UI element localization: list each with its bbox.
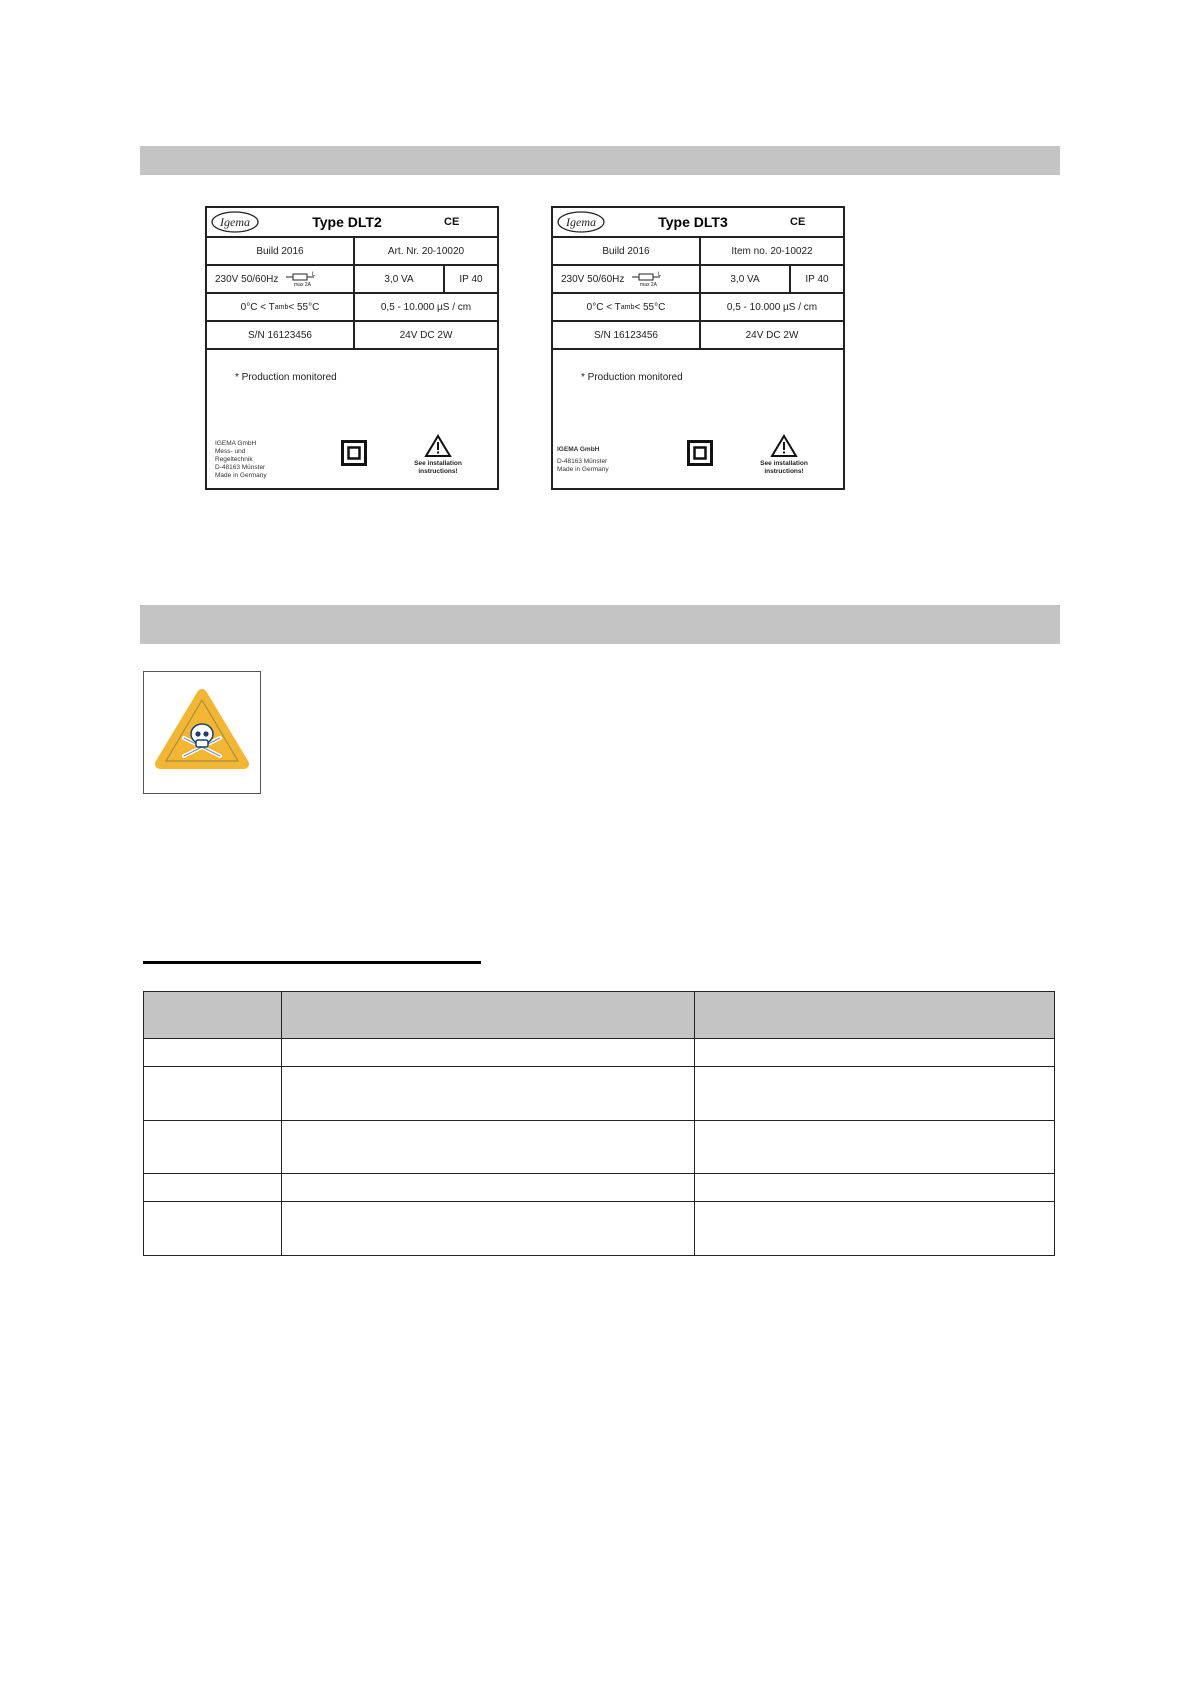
- plate-header-row: [207, 208, 497, 238]
- build-year: Build 2016: [256, 245, 304, 257]
- temp-text-b: < 55°C: [634, 301, 666, 313]
- maker-line: Mess- und: [215, 448, 246, 455]
- type-title: Type DLT2: [312, 214, 382, 230]
- plate-row-power: [207, 266, 497, 294]
- power-rating: [207, 266, 353, 292]
- power-va: 3,0 VA: [699, 266, 789, 292]
- temp-text-a: 0°C < T: [240, 301, 275, 313]
- caution-triangle-icon: [770, 434, 798, 458]
- double-insulation-icon: [687, 440, 713, 466]
- temp-subscript: amb: [620, 303, 635, 311]
- manufacturer-block: [557, 446, 609, 474]
- table-cell: [695, 1174, 1055, 1202]
- maker-line: D-48163 Münster: [557, 458, 608, 465]
- maker-line: Made in Germany: [557, 466, 609, 473]
- ip-rating: IP 40: [443, 266, 497, 292]
- table-cell: [281, 1039, 695, 1067]
- type-plate-dlt3: [551, 206, 845, 490]
- type-title: Type DLT3: [658, 214, 728, 230]
- plate-row-power: [553, 266, 843, 294]
- caution-triangle-icon: [424, 434, 452, 458]
- temp-text-b: < 55°C: [288, 301, 320, 313]
- table-cell: [144, 1202, 282, 1256]
- warning-instructions: [759, 460, 809, 476]
- toxic-warning-box: [143, 671, 261, 794]
- svg-text:L: L: [658, 272, 662, 278]
- table-cell: [695, 1067, 1055, 1121]
- dc-rating: 24V DC 2W: [353, 322, 497, 348]
- section-heading-underline: [143, 961, 481, 964]
- svg-text:Igema: Igema: [566, 215, 596, 229]
- plate-row-build: [207, 238, 497, 266]
- table-cell: [144, 1067, 282, 1121]
- table-cell: [695, 1121, 1055, 1174]
- maker-line: IGEMA GmbH: [215, 440, 257, 447]
- temp-text-a: 0°C < T: [586, 301, 621, 313]
- table-cell: [281, 1202, 695, 1256]
- section-bar-2: [140, 605, 1060, 644]
- table-row: [144, 1039, 1055, 1067]
- table-row: [144, 1202, 1055, 1256]
- maker-line: Regeltechnik: [215, 456, 253, 463]
- table-header-cell: [695, 992, 1055, 1039]
- fuse-icon: [630, 271, 662, 287]
- ip-rating: IP 40: [789, 266, 843, 292]
- power-text: 230V 50/60Hz: [215, 273, 279, 285]
- plate-row-serial: [553, 322, 843, 350]
- warning-line: instructions!: [418, 468, 458, 475]
- plate-row-serial: [207, 322, 497, 350]
- temperature-range: [553, 294, 699, 320]
- build-year: Build 2016: [602, 245, 650, 257]
- table-cell: [144, 1039, 282, 1067]
- conductivity-range: 0,5 - 10.000 µS / cm: [699, 294, 843, 320]
- warning-line: instructions!: [764, 468, 804, 475]
- article-number: Art. Nr. 20-10020: [353, 238, 497, 264]
- dc-rating: 24V DC 2W: [699, 322, 843, 348]
- svg-text:max 2A: max 2A: [640, 282, 658, 287]
- serial-number: S/N 16123456: [594, 329, 658, 341]
- plate-header-row: [553, 208, 843, 238]
- serial-number: S/N 16123456: [248, 329, 312, 341]
- plate-row-temp: [553, 294, 843, 322]
- temperature-range: [207, 294, 353, 320]
- table-cell: [144, 1174, 282, 1202]
- production-note: * Production monitored: [581, 372, 683, 383]
- igema-logo: [211, 211, 259, 233]
- table-cell: [144, 1121, 282, 1174]
- double-insulation-icon: [341, 440, 367, 466]
- plate-row-build: [553, 238, 843, 266]
- ce-mark: CE: [790, 216, 806, 228]
- plate-row-temp: [207, 294, 497, 322]
- table-cell: [695, 1202, 1055, 1256]
- temp-subscript: amb: [274, 303, 289, 311]
- conductivity-range: 0,5 - 10.000 µS / cm: [353, 294, 497, 320]
- power-rating: [553, 266, 699, 292]
- igema-logo: [557, 211, 605, 233]
- spec-table: [143, 991, 1055, 1256]
- power-va: 3,0 VA: [353, 266, 443, 292]
- fuse-icon: [284, 271, 316, 287]
- table-row: [144, 1121, 1055, 1174]
- table-header-cell: [144, 992, 282, 1039]
- svg-text:L: L: [312, 272, 316, 278]
- table-header-cell: [281, 992, 695, 1039]
- maker-line: D-48163 Münster: [215, 464, 266, 471]
- warning-instructions: [413, 460, 463, 476]
- table-cell: [281, 1174, 695, 1202]
- warning-line: See installation: [760, 460, 808, 467]
- manufacturer-block: [215, 440, 267, 480]
- table-header-row: [144, 992, 1055, 1039]
- table-row: [144, 1174, 1055, 1202]
- table-cell: [695, 1039, 1055, 1067]
- section-bar-1: [140, 146, 1060, 175]
- skull-crossbones-warning-icon: [144, 672, 260, 793]
- svg-text:max 2A: max 2A: [294, 282, 312, 287]
- table-row: [144, 1067, 1055, 1121]
- svg-text:Igema: Igema: [220, 215, 250, 229]
- ce-mark: CE: [444, 216, 460, 228]
- table-cell: [281, 1067, 695, 1121]
- warning-line: See installation: [414, 460, 462, 467]
- type-plate-dlt2: [205, 206, 499, 490]
- table-cell: [281, 1121, 695, 1174]
- maker-line: Made in Germany: [215, 472, 267, 479]
- power-text: 230V 50/60Hz: [561, 273, 625, 285]
- maker-line: IGEMA GmbH: [557, 446, 600, 453]
- item-number: Item no. 20-10022: [699, 238, 843, 264]
- production-note: * Production monitored: [235, 372, 337, 383]
